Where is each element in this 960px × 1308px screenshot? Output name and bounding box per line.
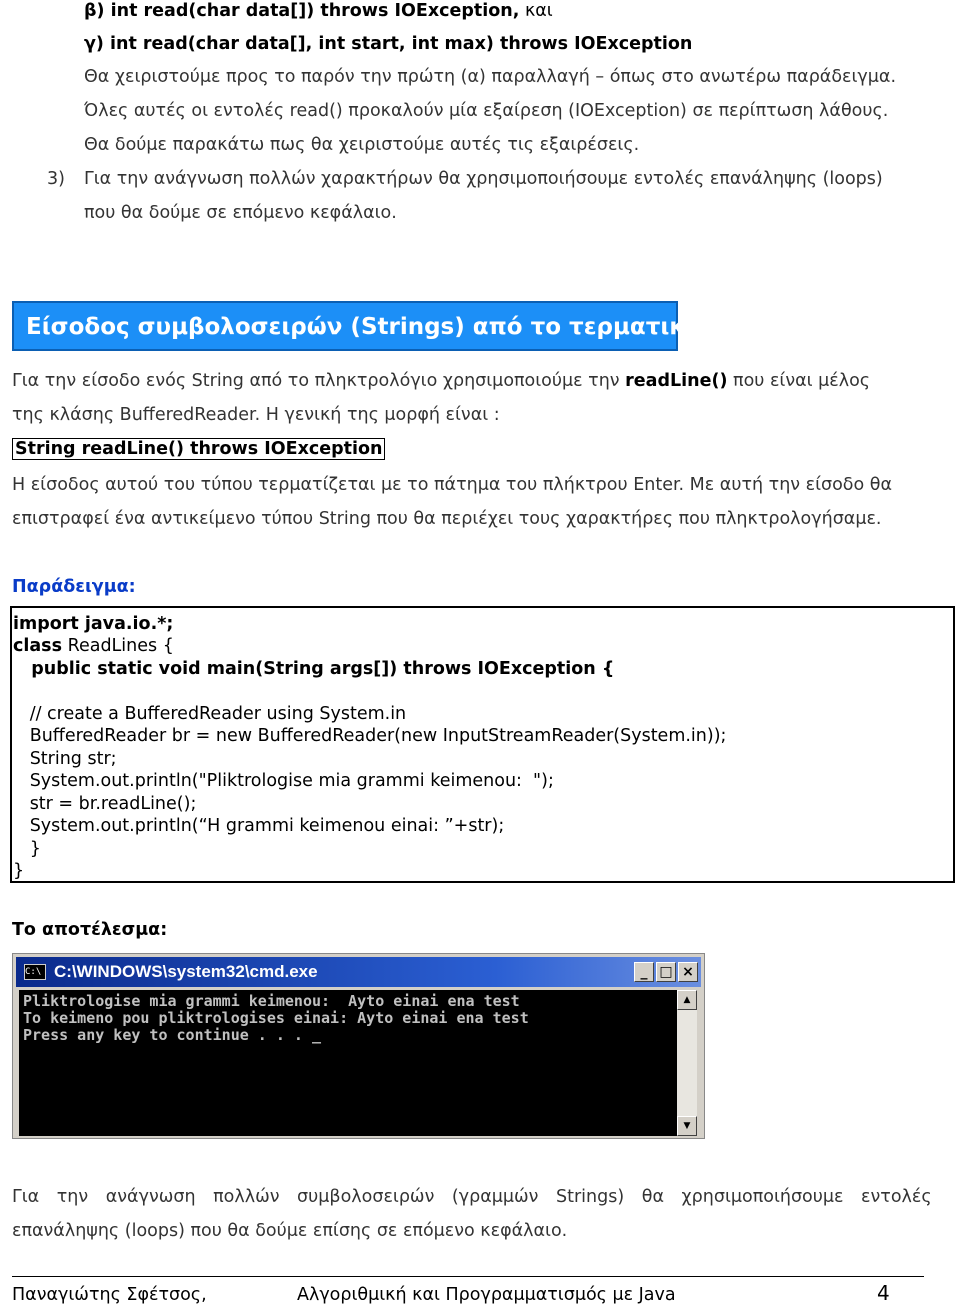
- text-span: που είναι μέλος: [727, 371, 871, 391]
- code-line: }: [13, 861, 25, 881]
- section-paragraph-line: Η είσοδος αυτού του τύπου τερματίζεται με το πάτημα του πλήκτρου Enter. Με αυτή την είσοδο θα: [12, 475, 893, 495]
- closing-line: επανάληψης (loops) που θα δούμε επίσης σε επόμενο κεφάλαιο.: [12, 1221, 568, 1241]
- close-button[interactable]: ×: [678, 962, 698, 982]
- read-variant-c: γ) int read(char data[], int start, int max) throws IOException: [84, 34, 693, 54]
- scroll-down-arrow-icon[interactable]: ▼: [677, 1116, 697, 1136]
- example-label: Παράδειγμα:: [12, 577, 136, 597]
- list-number: 3): [47, 169, 65, 189]
- console-icon: C:\: [24, 964, 46, 980]
- list-item-text: Για την ανάγνωση πολλών χαρακτήρων θα χρησιμοποιήσουμε εντολές επανάληψης (loops): [84, 169, 883, 189]
- line-read-variant-b: [84, 0, 553, 22]
- page-number: 4: [877, 1281, 890, 1305]
- console-line: Pliktrologise mia grammi keimenou: Ayto einai ena test: [23, 992, 520, 1010]
- cmd-title-bar[interactable]: [16, 957, 701, 987]
- code-line: BufferedReader br = new BufferedReader(new InputStreamReader(System.in));: [13, 726, 727, 746]
- code-line: }: [13, 839, 41, 859]
- footer-author: Παναγιώτης Σφέτσος,: [12, 1285, 207, 1305]
- paragraph-line: Όλες αυτές οι εντολές read() προκαλούν μία εξαίρεση (IOException) σε περίπτωση λάθους.: [84, 101, 889, 121]
- result-label: Το αποτέλεσμα:: [12, 920, 168, 940]
- console-output[interactable]: [19, 990, 677, 1136]
- vertical-scrollbar[interactable]: [677, 990, 697, 1136]
- code-keyword: class: [13, 636, 63, 656]
- section-heading-text: Είσοδος συμβολοσειρών (Strings) από το τερματικό: [26, 314, 702, 340]
- text-span: Για την είσοδο ενός String από το πληκτρολόγιο χρησιμοποιούμε την: [12, 371, 626, 391]
- footer-book-title: Αλγοριθμική και Προγραμματισμός με Java: [297, 1285, 676, 1305]
- maximize-button[interactable]: □: [656, 962, 676, 982]
- paragraph-line: Θα δούμε παρακάτω πως θα χειριστούμε αυτές τις εξαιρέσεις.: [84, 135, 640, 155]
- code-line: str = br.readLine();: [13, 794, 197, 814]
- section-heading: [12, 301, 702, 351]
- section-paragraph-line: της κλάσης BufferedReader. Η γενική της μορφή είναι :: [12, 405, 500, 425]
- cmd-window: [12, 953, 705, 1139]
- code-line: System.out.println(“H grammi keimenou einai: ”+str);: [13, 816, 505, 836]
- readline-keyword: readLine(): [625, 371, 728, 391]
- scroll-up-arrow-icon[interactable]: ▲: [677, 990, 697, 1010]
- code-line: [13, 635, 174, 657]
- readline-signature-text: String readLine() throws IOException: [12, 438, 385, 460]
- closing-line: Για την ανάγνωση πολλών συμβολοσειρών (γραμμών Strings) θα χρησιμοποιήσουμε εντολές: [12, 1187, 932, 1207]
- paragraph-line: Θα χειριστούμε προς το παρόν την πρώτη (α) παραλλαγή – όπως στο ανωτέρω παράδειγμα.: [84, 67, 897, 87]
- code-line: String str;: [13, 749, 117, 769]
- footer-divider: [12, 1276, 924, 1277]
- cmd-title-text: C:\WINDOWS\system32\cmd.exe: [54, 962, 318, 981]
- code-block: [10, 606, 955, 883]
- code-line: // create a BufferedReader using System.in: [13, 704, 407, 724]
- code-line: System.out.println("Pliktrologise mia grammi keimenou: ");: [13, 771, 554, 791]
- read-variant-b: β) int read(char data[]) throws IOException,: [84, 1, 520, 21]
- code-line: public static void main(String args[]) throws IOException {: [13, 659, 615, 679]
- console-line: To keimeno pou pliktrologises einai: Ayto einai ena test: [23, 1009, 529, 1027]
- list-item-text: που θα δούμε σε επόμενο κεφάλαιο.: [84, 203, 397, 223]
- section-paragraph-line: [12, 370, 870, 392]
- code-line: import java.io.*;: [13, 614, 174, 634]
- section-paragraph-line: επιστραφεί ένα αντικείμενο τύπου String που θα περιέχει τους χαρακτήρες που πληκτρολογήσαμε.: [12, 509, 882, 529]
- readline-signature: [12, 438, 385, 460]
- console-line: Press any key to continue . . . _: [23, 1026, 322, 1044]
- minimize-button[interactable]: _: [634, 962, 654, 982]
- read-variant-b-tail: και: [519, 1, 553, 21]
- code-text: ReadLines {: [62, 636, 174, 656]
